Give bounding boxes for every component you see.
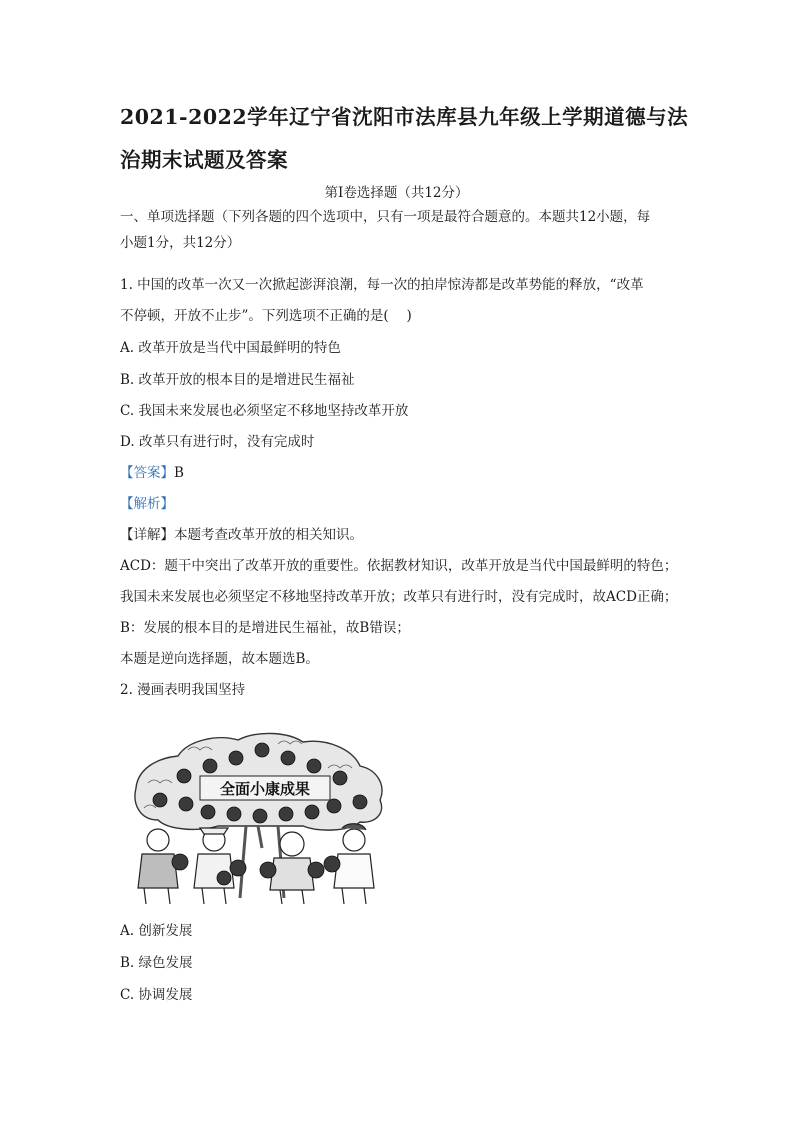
q1-option-b: B. 改革开放的根本目的是增进民生福祉 <box>120 372 355 388</box>
q1-option-a: A. 改革开放是当代中国最鲜明的特色 <box>120 340 341 356</box>
comic-illustration <box>128 728 390 904</box>
detail-tag: 【详解】 <box>120 527 174 543</box>
comic-svg <box>128 728 390 904</box>
q1-stem-line-2: 不停顿，开放不止步”。下列选项不正确的是( ) <box>120 308 412 324</box>
q1-explanation-line-2: 我国未来发展也必须坚定不移地坚持改革开放；改革只有进行时，没有完成时，故ACD正确； <box>120 589 678 605</box>
q2-option-a: A. 创新发展 <box>120 923 193 939</box>
document-title-line-1: 2021-2022学年辽宁省沈阳市法库县九年级上学期道德与法 <box>120 105 689 129</box>
instructions-line-1: 一、单项选择题（下列各题的四个选项中，只有一项是最符合题意的。本题共12小题，每 <box>120 209 651 225</box>
q1-option-d: D. 改革只有进行时，没有完成时 <box>120 434 315 450</box>
q2-option-b: B. 绿色发展 <box>120 955 193 971</box>
q1-stem-line-1: 1. 中国的改革一次又一次掀起澎湃浪潮，每一次的拍岸惊涛都是改革势能的释放，“改革 <box>120 277 644 293</box>
q1-explanation-line-1: ACD：题干中突出了改革开放的重要性。依据教材知识，改革开放是当代中国最鲜明的特色； <box>120 558 678 574</box>
q1-conclusion: 本题是逆向选择题，故本题选B。 <box>120 651 319 667</box>
answer-value: B <box>174 465 184 481</box>
section-header: 第Ⅰ卷选择题（共12分） <box>324 185 469 201</box>
document-title-line-2: 治期末试题及答案 <box>120 148 288 172</box>
instructions-line-2: 小题1分，共12分） <box>120 235 241 251</box>
comic-banner-text: 全面小康成果 <box>219 780 311 798</box>
q2-stem: 2. 漫画表明我国坚持 <box>120 682 246 698</box>
q1-explanation-line-3: B：发展的根本目的是增进民生福祉，故B错误； <box>120 620 410 636</box>
q1-detail <box>120 525 363 545</box>
q2-option-c: C. 协调发展 <box>120 987 193 1003</box>
detail-text: 本题考查改革开放的相关知识。 <box>174 527 363 543</box>
q1-answer <box>120 463 184 483</box>
analysis-tag: 【解析】 <box>120 496 174 512</box>
q1-option-c: C. 我国未来发展也必须坚定不移地坚持改革开放 <box>120 403 409 419</box>
answer-tag: 【答案】 <box>120 465 174 481</box>
